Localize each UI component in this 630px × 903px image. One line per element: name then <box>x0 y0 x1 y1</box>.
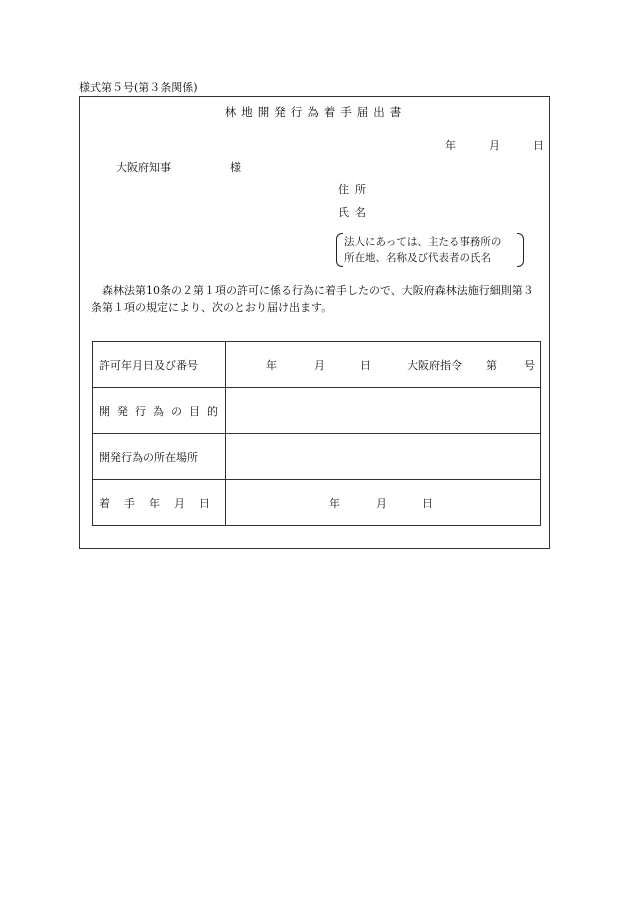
name-label: 氏名 <box>338 206 372 219</box>
start-day: 日 <box>422 496 433 510</box>
row-label: 開発行為の目的 <box>93 388 226 434</box>
purpose-value[interactable] <box>226 388 541 434</box>
row-label: 着手年月日 <box>93 480 226 526</box>
table-row <box>93 342 541 388</box>
location-value[interactable] <box>226 434 541 480</box>
permit-designation: 大阪府指令 <box>407 358 462 372</box>
start-date-value <box>226 480 541 526</box>
permit-year: 年 <box>266 358 277 372</box>
permit-value <box>226 342 541 388</box>
honorific: 様 <box>230 161 241 174</box>
addressee: 大阪府知事 <box>116 161 171 174</box>
permit-month: 月 <box>314 358 325 372</box>
left-bracket <box>336 233 343 267</box>
info-table <box>92 341 541 526</box>
permit-day: 日 <box>360 358 371 372</box>
permit-go: 号 <box>524 358 535 372</box>
start-year: 年 <box>329 496 340 510</box>
address-label: 住所 <box>338 183 372 196</box>
table-row <box>93 434 541 480</box>
corporation-note-line-1: 法人にあっては、主たる事務所の <box>344 236 502 248</box>
body-text: 森林法第10条の２第１項の許可に係る行為に着手したので、大阪府森林法施行細則第３条第１項の規定により、次のとおり届け出ます。 <box>91 284 534 314</box>
permit-dai: 第 <box>486 358 497 372</box>
table-row <box>93 388 541 434</box>
date-month: 月 <box>489 139 500 152</box>
row-label: 開発行為の所在場所 <box>93 434 226 480</box>
row-label: 許可年月日及び番号 <box>93 342 226 388</box>
submission-date <box>445 137 544 153</box>
right-bracket <box>517 233 524 267</box>
date-year: 年 <box>445 139 456 152</box>
form-number-label: 様式第５号(第３条関係) <box>79 81 198 94</box>
corporation-note-line-2: 所在地、名称及び代表者の氏名 <box>344 252 491 264</box>
form-frame <box>79 96 550 549</box>
document-title: 林地開発行為着手届出書 <box>224 105 407 119</box>
corporation-note <box>336 233 524 267</box>
start-month: 月 <box>376 496 387 510</box>
date-day: 日 <box>533 139 544 152</box>
table-row <box>93 480 541 526</box>
